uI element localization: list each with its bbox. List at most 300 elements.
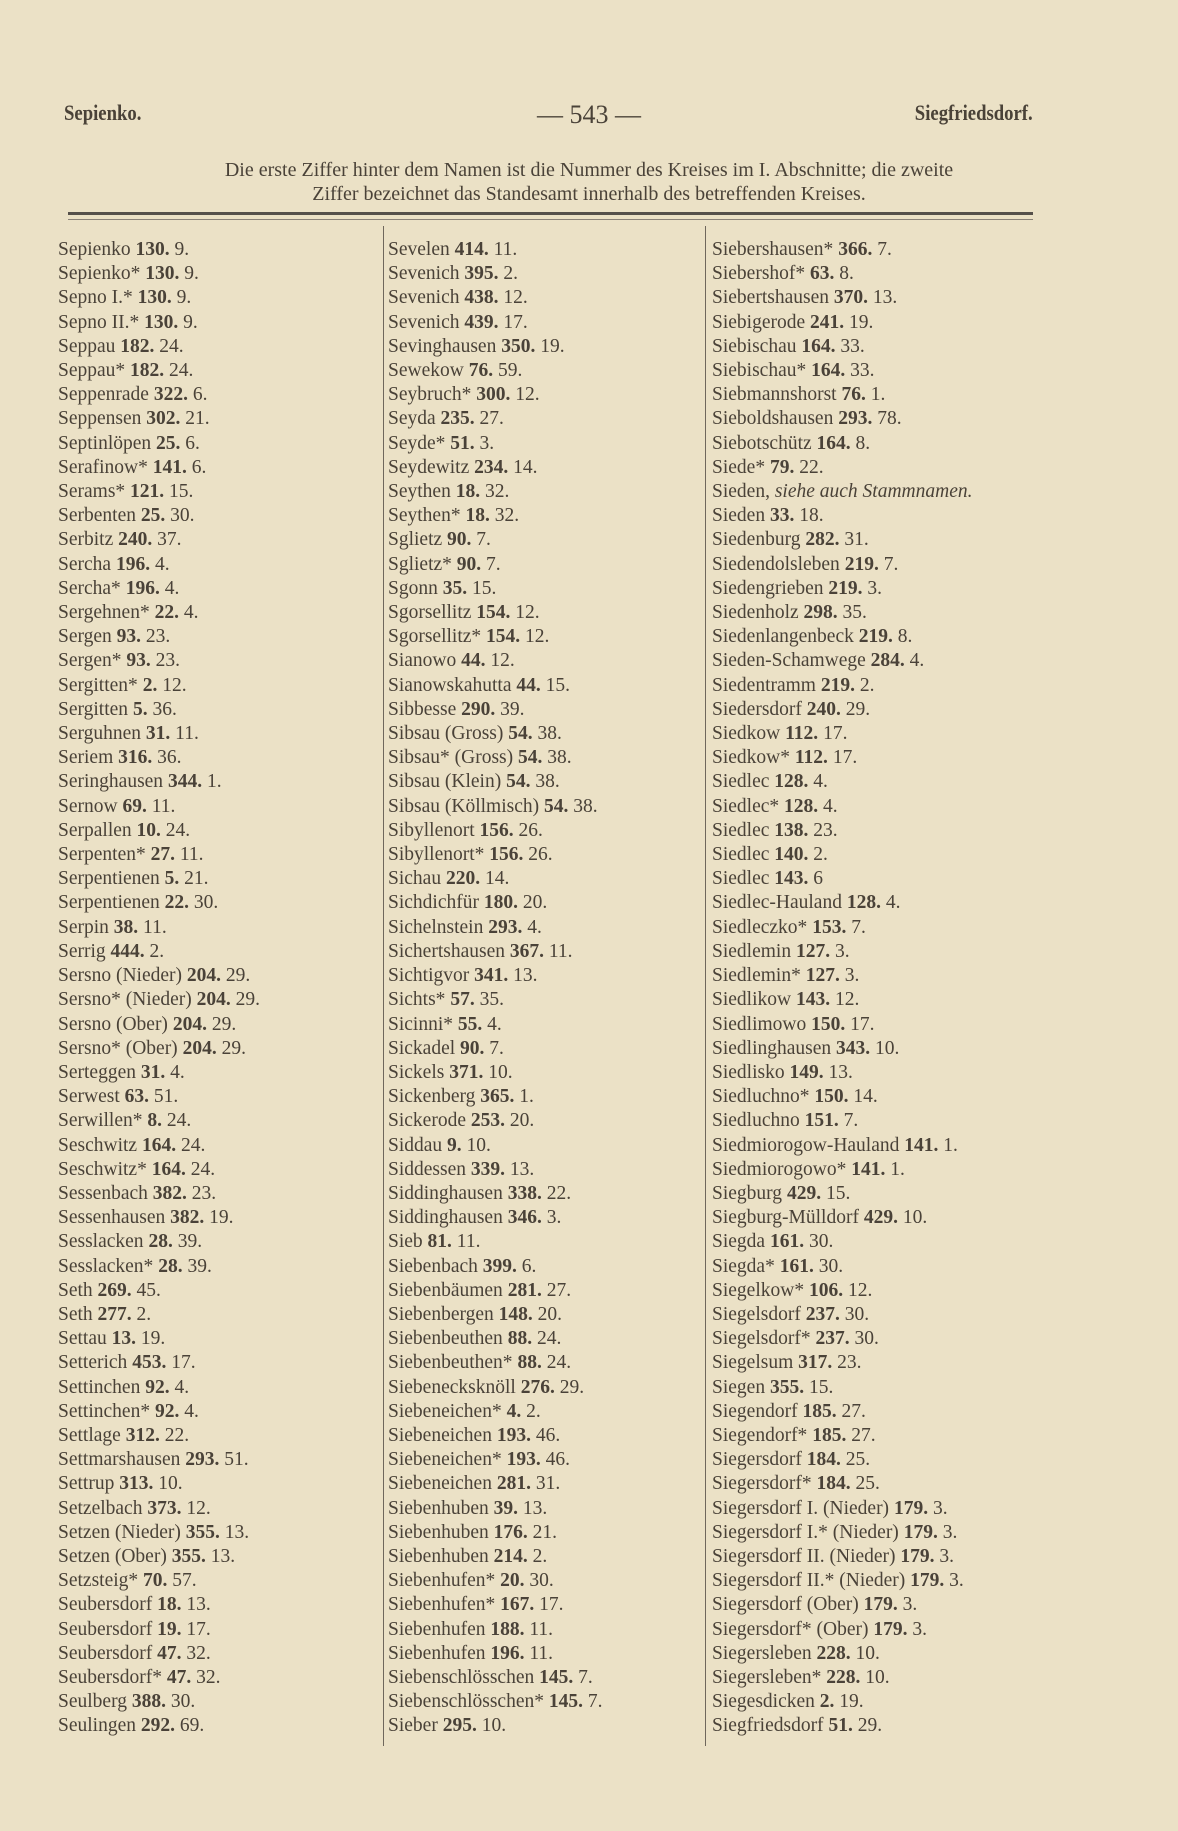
registry-office-number: 35. [842, 602, 867, 624]
index-entry [712, 988, 973, 1012]
district-number: 344. [167, 771, 203, 793]
index-entry [712, 891, 973, 915]
place-name: Sgorsellitz [388, 602, 472, 624]
index-entry [712, 1690, 973, 1714]
index-entry [58, 1448, 260, 1472]
index-entry [712, 286, 973, 310]
index-entry [712, 1351, 973, 1375]
place-name: Siebenschlösschen* [388, 1691, 544, 1713]
place-name: Siebenbäumen [388, 1279, 503, 1301]
district-number: 282. [805, 529, 840, 551]
registry-office-number: 23. [145, 626, 171, 648]
place-name: Serpin [58, 916, 109, 938]
district-number: 395. [464, 263, 499, 285]
index-entry [712, 1569, 973, 1593]
registry-office-number: 19. [540, 335, 565, 357]
place-name: Sepienko [58, 239, 131, 260]
place-name: Setzen (Ober) [58, 1545, 167, 1567]
place-name: Sickerode [388, 1110, 466, 1132]
page-number: — 543 — [537, 100, 641, 129]
index-entry [388, 1424, 602, 1448]
place-name: Siedlisko [712, 1061, 785, 1083]
district-number: 355. [769, 1376, 805, 1398]
place-name: Sergen* [58, 650, 122, 672]
district-number: 317. [798, 1352, 833, 1374]
district-number: 164. [151, 1158, 186, 1180]
registry-office-number: 24. [159, 335, 184, 357]
index-entry [58, 432, 260, 456]
district-number: 185. [802, 1400, 837, 1422]
registry-office-number: 35. [479, 989, 504, 1011]
index-entry [58, 795, 260, 819]
district-number: 47. [157, 1642, 182, 1664]
place-name: Settinchen [58, 1376, 141, 1398]
index-entry [712, 359, 973, 383]
index-entry [388, 649, 602, 673]
place-name: Settau [58, 1328, 107, 1350]
district-number: 382. [152, 1182, 187, 1204]
index-entry [388, 1085, 602, 1109]
registry-office-number: 29. [559, 1376, 585, 1398]
registry-office-number: 3. [844, 965, 860, 987]
district-number: 176. [493, 1521, 528, 1543]
place-name: Sercha* [58, 577, 121, 599]
index-column-3 [712, 238, 973, 1739]
index-column-1 [58, 238, 260, 1739]
registry-office-number: 22. [164, 1424, 190, 1446]
registry-office-number: 17. [850, 1013, 875, 1035]
district-number: 366. [838, 239, 873, 260]
index-entry [388, 335, 602, 359]
index-entry [58, 1182, 260, 1206]
index-entry [58, 1545, 260, 1569]
registry-office-number: 12. [515, 384, 540, 406]
intro-line-2: Ziffer bezeichnet das Standesamt innerhalb des betreffenden Kreises. [312, 183, 866, 205]
registry-office-number: 1. [890, 1158, 905, 1180]
place-name: Siedenlangenbeck [712, 626, 854, 648]
registry-office-number: 7. [476, 529, 491, 551]
index-entry [388, 1109, 602, 1133]
district-number: 179. [900, 1545, 935, 1567]
index-entry [712, 1472, 973, 1496]
place-name: Siedengrieben [712, 577, 824, 599]
index-entry [712, 1618, 973, 1642]
place-name: Siebershausen* [712, 239, 834, 260]
district-number: 228. [816, 1642, 851, 1664]
place-name: Siebenhuben [388, 1545, 489, 1567]
registry-office-number: 11. [493, 239, 518, 260]
district-number: 47. [166, 1666, 192, 1688]
index-entry [58, 770, 260, 794]
index-entry [388, 1303, 602, 1327]
place-name: Seydewitz [388, 456, 470, 478]
header-rule [68, 212, 1033, 215]
registry-office-number: 21. [185, 408, 210, 430]
district-number: 92. [154, 1400, 180, 1422]
district-number: 276. [520, 1376, 555, 1398]
place-name: Siebeneichen [388, 1473, 492, 1495]
index-entry [388, 359, 602, 383]
place-name: Seulberg [58, 1691, 127, 1713]
district-number: 79. [769, 456, 795, 478]
index-entry [388, 1279, 602, 1303]
district-number: 164. [816, 432, 851, 454]
index-entry [388, 528, 602, 552]
district-number: 151. [804, 1110, 839, 1132]
district-number: 44. [461, 650, 486, 672]
index-column-2 [388, 238, 602, 1739]
intro-note [0, 158, 1178, 206]
place-name: Setzelbach [58, 1497, 143, 1519]
registry-office-number: 30. [170, 1691, 196, 1713]
district-number: 180. [483, 892, 518, 914]
index-entry [58, 456, 260, 480]
place-name: Sichtigvor [388, 965, 470, 987]
district-number: 193. [506, 1449, 541, 1471]
index-entry [58, 819, 260, 843]
index-entry [58, 407, 260, 431]
place-name: Siegburg [712, 1182, 783, 1204]
registry-office-number: 1. [870, 384, 886, 406]
index-entry [58, 1666, 260, 1690]
registry-office-number: 29. [857, 1715, 883, 1737]
district-number: 44. [516, 674, 541, 696]
registry-office-number: 37. [157, 529, 182, 551]
registry-office-number: 11. [175, 723, 199, 745]
place-name: Seringhausen [58, 771, 164, 793]
place-name: Settinchen* [58, 1400, 151, 1422]
place-name: Serteggen [58, 1061, 136, 1083]
registry-office-number: 26. [518, 819, 543, 841]
district-number: 338. [507, 1182, 542, 1204]
district-number: 316. [118, 747, 153, 769]
index-entry [712, 1424, 973, 1448]
index-entry [712, 867, 973, 891]
index-entry [58, 674, 260, 698]
place-name: Serrig [58, 940, 106, 962]
index-entry [712, 1303, 973, 1327]
place-name: Siddau [388, 1134, 443, 1156]
place-name: Sergitten* [58, 674, 138, 696]
registry-office-number: 30. [170, 505, 195, 527]
registry-office-number: 4. [909, 650, 925, 672]
registry-office-number: 33. [850, 360, 875, 382]
district-number: 235. [440, 408, 475, 430]
registry-office-number: 7. [877, 239, 892, 260]
registry-office-number: 30. [844, 1303, 870, 1325]
registry-office-number: 10. [865, 1666, 890, 1688]
district-number: 179. [910, 1570, 945, 1592]
district-number: 4. [506, 1400, 522, 1422]
place-name: Sercha [58, 553, 112, 575]
district-number: 453. [132, 1352, 167, 1374]
district-number: 63. [810, 263, 835, 285]
district-number: 253. [470, 1110, 505, 1132]
district-number: 322. [153, 384, 188, 406]
district-number: 13. [111, 1328, 136, 1350]
place-name: Sieden-Schamwege [712, 650, 866, 672]
registry-office-number: 46. [535, 1424, 561, 1446]
index-entry [388, 1618, 602, 1642]
index-entry [58, 1061, 260, 1085]
place-name: Siedluchno* [712, 1086, 810, 1108]
registry-office-number: 51. [153, 1086, 179, 1108]
place-name: Sglietz [388, 529, 443, 551]
district-number: 128. [846, 892, 881, 914]
place-name: Siedlec [712, 868, 770, 890]
district-number: 63. [124, 1086, 149, 1108]
district-number: 57. [450, 989, 475, 1011]
district-number: 228. [826, 1666, 861, 1688]
district-number: 365. [480, 1086, 515, 1108]
district-number: 388. [131, 1691, 166, 1713]
registry-office-number: 15. [471, 577, 497, 599]
registry-office-number: 32. [196, 1666, 221, 1688]
registry-office-number: 10. [875, 1037, 900, 1059]
registry-office-number: 19. [849, 311, 874, 333]
district-number: 196. [115, 553, 151, 575]
registry-office-number: 23. [191, 1182, 217, 1204]
place-name: Septinlöpen [58, 432, 152, 454]
place-name: Siebenbeuthen [388, 1328, 503, 1350]
index-entry [58, 1206, 260, 1230]
district-number: 93. [116, 626, 142, 648]
registry-office-number: 3. [834, 940, 850, 962]
registry-office-number: 24. [180, 1134, 206, 1156]
index-entry [712, 1714, 973, 1738]
district-number: 204. [182, 1037, 217, 1059]
place-name: Sessenbach [58, 1182, 148, 1204]
registry-office-number: 10. [902, 1207, 928, 1229]
place-name: Siegersdorf II.* (Nieder) [712, 1570, 906, 1592]
place-name: Sergitten [58, 698, 129, 720]
index-entry [58, 1569, 260, 1593]
place-name: Seubersdorf [58, 1642, 153, 1664]
place-name: Sernow [58, 795, 118, 817]
index-entry [58, 1618, 260, 1642]
registry-office-number: 4. [164, 577, 180, 599]
index-entry [712, 1448, 973, 1472]
registry-office-number: 30. [529, 1570, 554, 1592]
registry-office-number: 24. [169, 360, 194, 382]
place-name: Sewekow [388, 360, 464, 382]
registry-office-number: 17. [832, 747, 858, 769]
cross-reference-note: siehe auch Stammnamen. [774, 481, 973, 503]
registry-office-number: 11. [143, 916, 167, 938]
place-name: Seyde* [388, 432, 446, 454]
district-number: 350. [501, 335, 536, 357]
district-number: 81. [427, 1231, 452, 1253]
district-number: 93. [126, 650, 151, 672]
index-entry [388, 1255, 602, 1279]
place-name: Setzsteig* [58, 1570, 139, 1592]
district-number: 145. [539, 1666, 574, 1688]
index-entry [712, 335, 973, 359]
registry-office-number: 11. [179, 844, 204, 866]
district-number: 355. [171, 1545, 206, 1567]
district-number: 9. [447, 1134, 462, 1156]
place-name: Siebeneichen [388, 1424, 492, 1446]
index-entry [388, 1448, 602, 1472]
place-name: Siedmiorogowo* [712, 1158, 847, 1180]
place-name: Siedersdorf [712, 698, 802, 720]
place-name: Sibsau (Klein) [388, 771, 502, 793]
index-entry [712, 843, 973, 867]
place-name: Sianowo [388, 650, 457, 672]
place-name: Sevelen [388, 239, 450, 260]
district-number: 130. [145, 263, 180, 285]
place-name: Sicinni* [388, 1013, 454, 1035]
index-entry [388, 988, 602, 1012]
place-name: Sibsau (Köllmisch) [388, 795, 540, 817]
district-number: 130. [144, 311, 179, 333]
place-name: Siebischau* [712, 360, 807, 382]
district-number: 167. [500, 1594, 535, 1616]
place-name: Siebischau [712, 335, 797, 357]
registry-office-number: 24. [546, 1352, 572, 1374]
district-number: 143. [795, 989, 831, 1011]
district-number: 35. [442, 577, 468, 599]
district-number: 313. [119, 1473, 154, 1495]
district-number: 18. [157, 1594, 182, 1616]
place-name: Siebenhufen [388, 1618, 486, 1640]
index-entry [388, 916, 602, 940]
registry-office-number: 10. [488, 1061, 513, 1083]
place-name: Siegersdorf II. (Nieder) [712, 1545, 896, 1567]
place-name: Siegersdorf (Ober) [712, 1594, 859, 1616]
index-entry [58, 1303, 260, 1327]
district-number: 277. [97, 1303, 132, 1325]
registry-office-number: 13. [186, 1594, 211, 1616]
registry-office-number: 6. [521, 1255, 537, 1277]
index-entry [712, 1134, 973, 1158]
index-entry [712, 1182, 973, 1206]
place-name: Seybruch* [388, 384, 472, 406]
registry-office-number: 6. [185, 432, 200, 454]
index-entry [388, 1472, 602, 1496]
registry-office-number: 9. [176, 287, 192, 309]
place-name: Sieber [388, 1715, 438, 1737]
registry-office-number: 12. [186, 1497, 211, 1519]
district-number: 439. [464, 311, 499, 333]
district-number: 76. [841, 384, 866, 406]
place-name: Seschwitz* [58, 1158, 147, 1180]
index-entry [712, 1376, 973, 1400]
registry-office-number: 21. [184, 868, 209, 890]
registry-office-number: 27. [479, 408, 504, 430]
index-entry [58, 988, 260, 1012]
index-entry [58, 746, 260, 770]
place-name: Setterich [58, 1352, 128, 1374]
index-entry [58, 577, 260, 601]
registry-office-number: 3. [902, 1594, 918, 1616]
registry-office-number: 14. [484, 868, 510, 890]
district-number: 18. [465, 505, 490, 527]
district-number: 196. [125, 577, 160, 599]
registry-office-number: 15. [808, 1376, 834, 1398]
registry-office-number: 31. [844, 529, 869, 551]
registry-office-number: 25. [855, 1473, 880, 1495]
registry-office-number: 3. [939, 1545, 955, 1567]
registry-office-number: 45. [136, 1279, 161, 1301]
place-name: Siebenhufen* [388, 1594, 496, 1616]
index-entry [58, 1351, 260, 1375]
registry-office-number: 46. [545, 1449, 570, 1471]
place-name: Setzen (Nieder) [58, 1521, 181, 1543]
district-number: 112. [794, 747, 828, 769]
place-name: Sieboldshausen [712, 408, 834, 430]
place-name: Sibyllenort* [388, 844, 485, 866]
index-entry [388, 867, 602, 891]
index-entry [58, 625, 260, 649]
place-name: Siddinghausen [388, 1207, 503, 1229]
registry-office-number: 12. [847, 1279, 873, 1301]
place-name: Siedlikow [712, 989, 792, 1011]
index-entry [388, 770, 602, 794]
index-entry [58, 1400, 260, 1424]
place-name: Sichelnstein [388, 916, 484, 938]
index-entry [388, 1690, 602, 1714]
district-number: 92. [145, 1376, 170, 1398]
registry-office-number: 51. [224, 1449, 249, 1471]
district-number: 121. [130, 481, 165, 503]
place-name: Siedleczko* [712, 916, 808, 938]
index-entry [712, 1037, 973, 1061]
registry-office-number: 31. [535, 1473, 561, 1495]
place-name: Serpallen [58, 819, 132, 841]
index-entry [388, 964, 602, 988]
district-number: 164. [801, 335, 836, 357]
district-number: 10. [136, 819, 161, 841]
place-name: Siedkow* [712, 747, 790, 769]
index-entry [712, 795, 973, 819]
district-number: 76. [468, 360, 494, 382]
registry-office-number: 13. [513, 965, 538, 987]
place-name: Seythen [388, 481, 451, 503]
place-name: Sieden [712, 505, 766, 527]
district-number: 219. [844, 553, 879, 575]
registry-office-number: 4. [170, 1061, 185, 1083]
district-number: 25. [140, 505, 166, 527]
registry-office-number: 13. [872, 287, 898, 309]
registry-office-number: 30. [193, 892, 219, 914]
place-name: Sevenich [388, 311, 460, 333]
registry-office-number: 19. [140, 1328, 166, 1350]
index-entry [58, 335, 260, 359]
index-entry [388, 601, 602, 625]
index-entry [58, 1376, 260, 1400]
index-entry [388, 286, 602, 310]
registry-office-number: 24. [165, 819, 191, 841]
header-rule-thin [68, 219, 1033, 220]
district-number: 284. [870, 650, 905, 672]
district-number: 28. [158, 1255, 183, 1277]
district-number: 179. [863, 1594, 898, 1616]
place-name: Seth [58, 1279, 93, 1301]
index-entry [712, 770, 973, 794]
place-name: Siebotschütz [712, 432, 812, 454]
place-name: Siegda* [712, 1255, 775, 1277]
index-entry [388, 262, 602, 286]
registry-office-number: 13. [210, 1545, 236, 1567]
district-number: 219. [820, 674, 855, 696]
place-name: Seth [58, 1303, 93, 1325]
index-entry [388, 1134, 602, 1158]
place-name: Siebeneichen* [388, 1400, 502, 1422]
place-name: Siedlemin* [712, 965, 801, 987]
registry-office-number: 13. [224, 1521, 250, 1543]
district-number: 179. [893, 1497, 929, 1519]
